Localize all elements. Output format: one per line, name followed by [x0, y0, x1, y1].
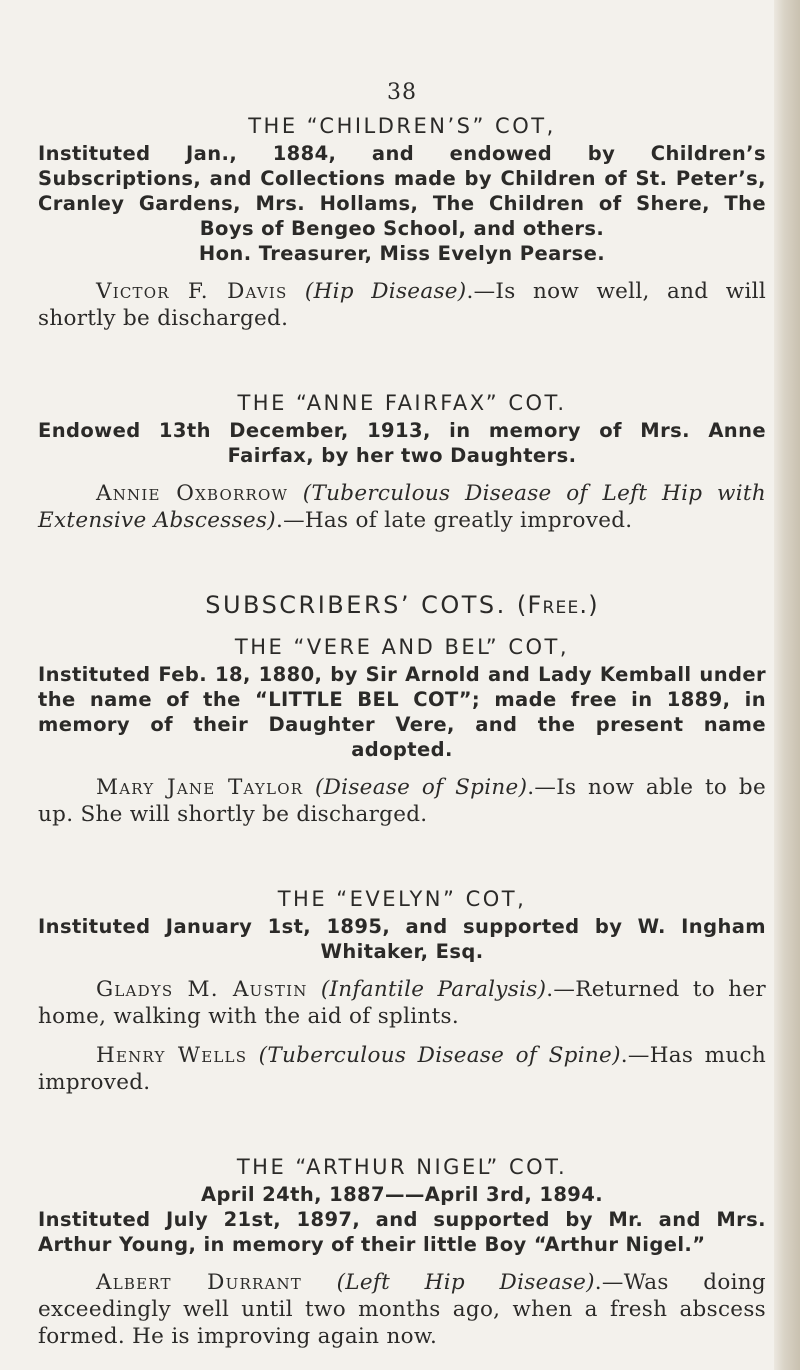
patient-name: Victor F. Davis — [96, 279, 288, 304]
patient-diagnosis: (Tuberculous Disease of Left Hip with Extensive Abscesses) — [38, 481, 766, 533]
page-content — [38, 80, 766, 1350]
patient-entry — [38, 1269, 766, 1350]
patient-diagnosis: (Infantile Paralysis) — [320, 977, 547, 1002]
patient-report: .—Has much improved. — [38, 1043, 766, 1095]
arthur-nigel-cot-title: THE “ARTHUR NIGEL” COT. — [236, 1155, 568, 1179]
patient-name: Albert Durrant — [96, 1270, 303, 1295]
arthur-nigel-cot-institution: Instituted July 21st, 1897, and supported by Mr. and Mrs. Arthur Young, in memory of their little Boy “Arthur Nigel.” — [38, 1208, 766, 1256]
patient-diagnosis: (Left Hip Disease) — [336, 1270, 595, 1295]
anne-fairfax-cot-title: THE “ANNE FAIRFAX” COT. — [237, 391, 567, 415]
patient-entry — [38, 278, 766, 332]
patient-report: .—Returned to her home, walking with the aid of splints. — [38, 977, 767, 1029]
patient-name: Henry Wells — [96, 1043, 248, 1068]
patient-entry — [38, 1042, 766, 1096]
children-cot-treasurer: Hon. Treasurer, Miss Evelyn Pearse. — [198, 242, 606, 265]
vere-and-bel-cot-title: THE “VERE AND BEL” COT, — [234, 635, 570, 659]
children-cot-institution: Instituted Jan., 1884, and endowed by Children’s Subscriptions, and Collections made by Children of St. Peter’s, Cranley Gardens, Mrs. Hollams, The Children of Shere, The Boys of Bengeo School, and others. — [38, 142, 766, 240]
patient-entry — [38, 480, 766, 534]
vere-and-bel-cot-institution: Instituted Feb. 18, 1880, by Sir Arnold and Lady Kemball under the name of the “LITTLE BEL COT”; made free in 1889, in memory of their Daughter Vere, and the present name adopted. — [38, 663, 766, 761]
patient-name: Mary Jane Taylor — [96, 775, 304, 800]
patient-diagnosis: (Disease of Spine) — [314, 775, 528, 800]
patient-diagnosis: (Hip Disease) — [304, 279, 467, 304]
patient-report: .—Is now well, and will shortly be discharged. — [38, 279, 766, 331]
patient-report: .—Is now able to be up. She will shortly be discharged. — [38, 775, 766, 827]
page-edge-shadow — [774, 0, 800, 1370]
patient-report: .—Was doing exceedingly well until two months ago, when a fresh abscess formed. He is improving again now. — [38, 1270, 766, 1349]
patient-name: Gladys M. Austin — [96, 977, 308, 1002]
evelyn-cot-title: THE “EVELYN” COT, — [277, 887, 527, 911]
patient-entry — [38, 976, 766, 1030]
subscribers-cots-note: (Free.) — [516, 591, 599, 619]
children-cot-title: THE “CHILDREN’S” COT, — [248, 114, 556, 138]
page-number: 38 — [387, 80, 417, 105]
evelyn-cot-institution: Instituted January 1st, 1895, and supported by W. Ingham Whitaker, Esq. — [38, 915, 766, 963]
anne-fairfax-cot-institution: Endowed 13th December, 1913, in memory of Mrs. Anne Fairfax, by her two Daughters. — [38, 419, 766, 467]
patient-diagnosis: (Tuberculous Disease of Spine) — [258, 1043, 621, 1068]
subscribers-cots-title: SUBSCRIBERS’ COTS. — [205, 591, 507, 619]
subscribers-cots-heading — [38, 590, 766, 620]
patient-name: Annie Oxborrow — [96, 481, 289, 506]
arthur-nigel-cot-dates: April 24th, 1887——April 3rd, 1894. — [200, 1183, 604, 1206]
patient-entry — [38, 774, 766, 828]
patient-report: .—Has of late greatly improved. — [275, 508, 633, 533]
